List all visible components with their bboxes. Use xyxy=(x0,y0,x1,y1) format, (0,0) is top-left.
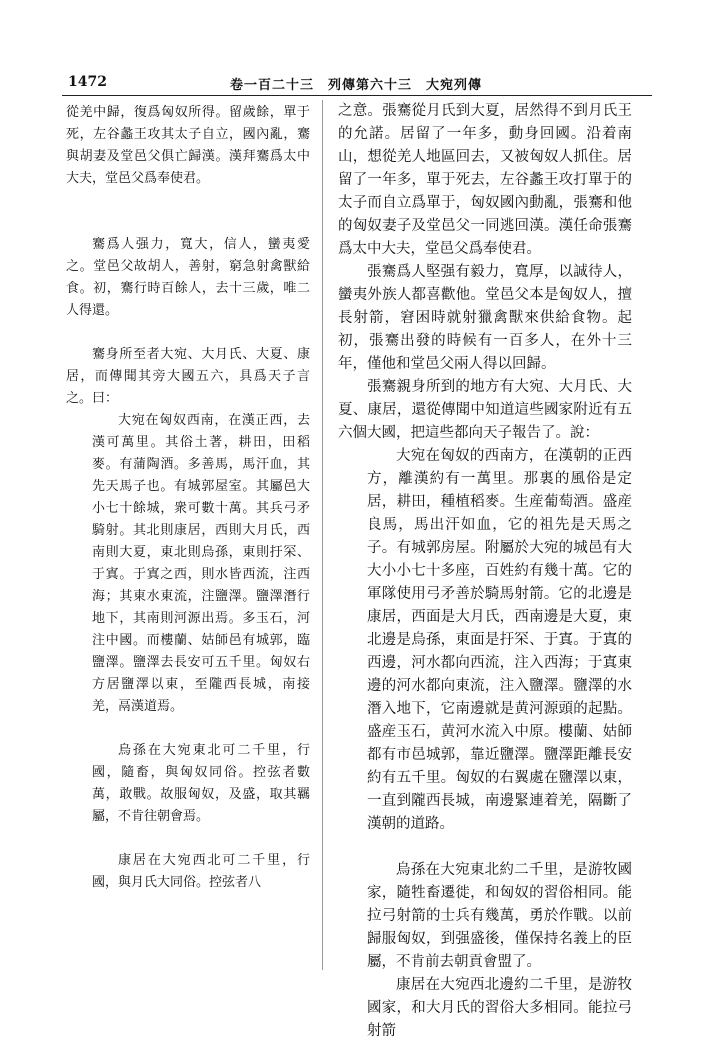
translation-paragraph: 張騫爲人堅强有毅力，寬厚，以誠待人，蠻夷外族人都喜歡他。堂邑父本是匈奴人，擅長射箭，窘困時就射獵禽獸來供給食物。起初，張騫出發的時候有一百多人，在外十三年，僅他和堂邑父兩人得以回歸。 xyxy=(338,264,632,372)
classical-paragraph: 烏孫在大宛東北可二千里，行國，隨畜，與匈奴同俗。控弦者數萬，敢戰。故服匈奴，及盛，取其羈屬，不肯往朝會焉。 xyxy=(92,743,310,824)
translation-paragraph: 張騫親身所到的地方有大宛、大月氏、大夏、康居，還從傳聞中知道這些國家附近有五六個大國，把這些都向天子報告了。說： xyxy=(338,379,632,441)
translation-text-column xyxy=(338,100,632,1043)
translation-paragraph: 康居在大宛西北邊約二千里，是游牧國家，和大月氏的習俗大多相同。能拉弓射箭 xyxy=(367,977,632,1039)
classical-paragraph: 康居在大宛西北可二千里，行國，與月氏大同俗。控弦者八 xyxy=(92,853,310,890)
running-header: 卷一百二十三 列傳第六十三 大宛列傳 xyxy=(230,78,483,93)
translation-paragraph: 之意。張騫從月氏到大夏，居然得不到月氏王的允諾。居留了一年多，動身回國。沿着南山，想從羌人地區回去，又被匈奴人抓住。居留了一年多，單于死去，左谷蠡王攻打單于的太子而自立爲單于，匈奴國內動亂，張騫和他的匈奴妻子及堂邑父一同逃回漢。漢任命張騫爲太中大夫，堂邑父爲奉使君。 xyxy=(338,103,632,257)
classical-paragraph: 從羌中歸，復爲匈奴所得。留歲餘，單于死，左谷蠡王攻其太子自立，國內亂，騫與胡妻及堂邑父俱亡歸漢。漢拜騫爲太中大夫，堂邑父爲奉使君。 xyxy=(66,105,310,186)
translation-paragraph: 烏孫在大宛東北約二千里，是游牧國家，隨牲畜遷徙，和匈奴的習俗相同。能拉弓射箭的士兵有幾萬，勇於作戰。以前歸服匈奴，到强盛後，僅保持名義上的臣屬，不肯前去朝貢會盟了。 xyxy=(367,862,632,970)
classical-text-column xyxy=(66,102,310,894)
column-divider xyxy=(322,100,323,970)
translation-paragraph: 大宛在匈奴的西南方，在漢朝的正西方，離漢約有一萬里。那裏的風俗是定居，耕田，種植稻麥。生産葡萄酒。盛産良馬，馬出汗如血，它的祖先是天馬之子。有城郭房屋。附屬於大宛的城邑有大大小小七十多座，百姓約有幾十萬。它的軍隊使用弓矛善於騎馬射箭。它的北邊是康居，西面是大月氏，西南邊是大夏，東北邊是烏孫，東面是扜罙、于寘。于寘的西邊，河水都向西流，注入西海；于寘東邊的河水都向東流，注入鹽澤。鹽澤的水潛入地下，它南邊就是黄河源頭的起點。盛産玉石，黄河水流入中原。樓蘭、姑師都有市邑城郭，靠近鹽澤。鹽澤距離長安約有五千里。匈奴的右翼處在鹽澤以東，一直到隴西長城，南邊緊連着羌，隔斷了漢朝的道路。 xyxy=(367,448,632,832)
classical-paragraph: 大宛在匈奴西南，在漢正西，去漢可萬里。其俗土著，耕田，田稻麥。有蒲陶酒。多善馬，馬汗血，其先天馬子也。有城郭屋室。其屬邑大小七十餘城，衆可數十萬。其兵弓矛騎射。其北則康居，西則大月氏，西南則大夏，東北則烏孫，東則扜罙、于寘。于寘之西，則水皆西流，注西海；其東水東流，注鹽澤。鹽澤潛行地下，其南則河源出焉。多玉石，河注中國。而樓蘭、姑師邑有城郭，臨鹽澤。鹽澤去長安可五千里。匈奴右方居鹽澤以東，至隴西長城，南接羌，鬲漢道焉。 xyxy=(92,413,310,714)
classical-paragraph: 騫爲人强力，寬大，信人，蠻夷愛之。堂邑父故胡人，善射，窮急射禽獸給食。初，騫行時百餘人，去十三歲，唯二人得還。 xyxy=(66,237,310,318)
header-rule xyxy=(62,95,652,96)
page-number: 1472 xyxy=(68,74,107,90)
classical-paragraph: 騫身所至者大宛、大月氏、大夏、康居，而傳聞其旁大國五六，具爲天子言之。曰： xyxy=(66,347,310,406)
